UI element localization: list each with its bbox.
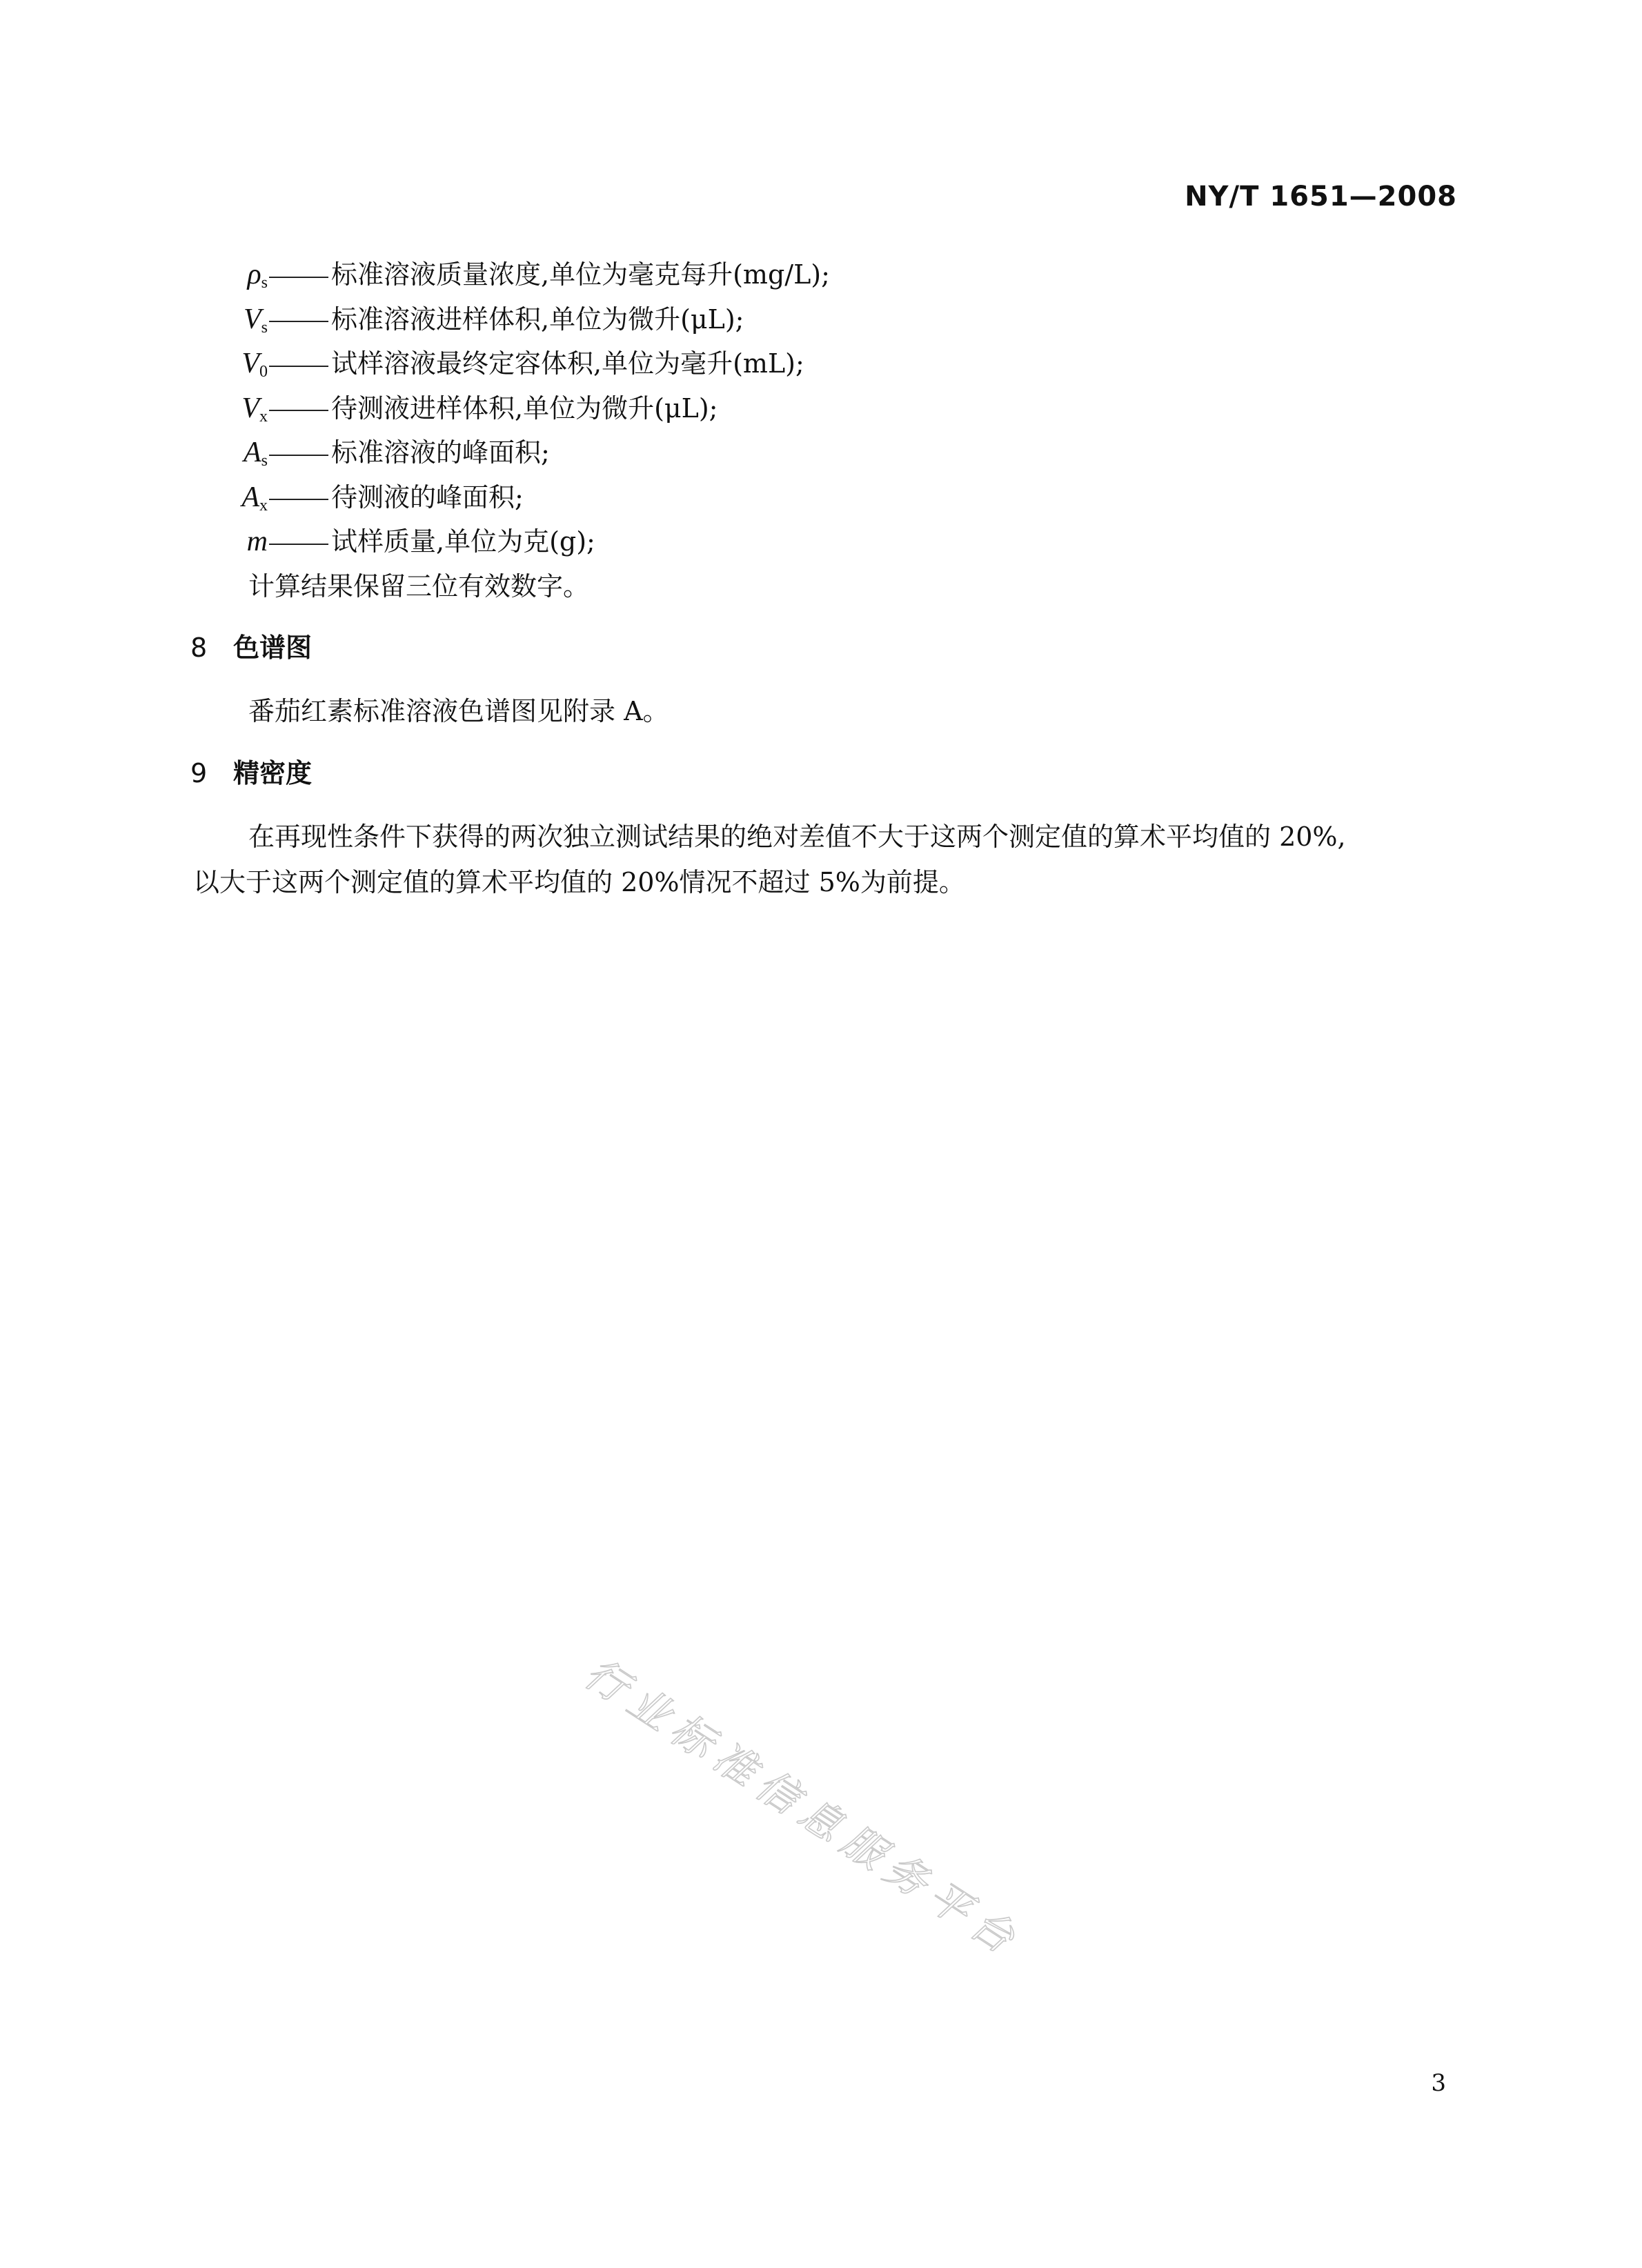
definition-v-s — [232, 297, 830, 342]
em-dash — [269, 499, 328, 500]
definition-text: 标准溶液质量浓度,单位为毫克每升(mg/L); — [331, 259, 830, 290]
symbol: $V_0$ — [241, 348, 268, 381]
definition-text: 待测液进样体积,单位为微升(μL); — [331, 392, 718, 424]
em-dash — [269, 544, 328, 545]
definition-a-x — [232, 475, 830, 520]
em-dash — [269, 277, 328, 278]
section-8-text: 番茄红素标准溶液色谱图见附录 A。 — [248, 696, 669, 726]
symbol: $A_s$ — [244, 437, 268, 470]
definition-text: 标准溶液进样体积,单位为微升(μL); — [331, 304, 744, 335]
section-title: 精密度 — [233, 758, 313, 788]
definition-text: 试样溶液最终定容体积,单位为毫升(mL); — [331, 348, 804, 379]
em-dash — [269, 455, 328, 456]
definition-text: 待测液的峰面积; — [331, 481, 524, 513]
definition-a-s — [232, 430, 830, 475]
definition-rho-s — [232, 252, 830, 297]
definition-m — [232, 519, 830, 564]
section-9-heading — [190, 752, 312, 790]
definition-text: 试样质量,单位为克(g); — [331, 526, 595, 557]
section-number: 8 — [190, 633, 208, 663]
em-dash — [269, 366, 328, 367]
symbol: $\rho_s$ — [247, 259, 268, 292]
section-9-line-2: 以大于这两个测定值的算术平均值的 20%情况不超过 5%为前提。 — [193, 867, 965, 897]
watermark: 行业标准信息服务平台 — [575, 1649, 1031, 1968]
em-dash — [269, 321, 328, 322]
page-number: 3 — [1431, 2069, 1446, 2097]
em-dash — [269, 410, 328, 411]
section-8-heading — [190, 626, 312, 664]
definition-v-x — [232, 386, 830, 431]
symbol-definitions — [232, 252, 830, 608]
section-title: 色谱图 — [233, 633, 313, 663]
section-9-line-1: 在再现性条件下获得的两次独立测试结果的绝对差值不大于这两个测定值的算术平均值的 20%, — [248, 822, 1346, 852]
symbol: m — [246, 526, 268, 557]
definition-v-0 — [232, 341, 830, 386]
result-note: 计算结果保留三位有效数字。 — [248, 570, 590, 601]
symbol: $A_x$ — [241, 481, 268, 515]
definition-text: 标准溶液的峰面积; — [331, 437, 550, 468]
symbol: $V_s$ — [244, 303, 268, 337]
symbol: $V_x$ — [241, 392, 268, 426]
section-number: 9 — [190, 758, 208, 788]
standard-code: NY/T 1651—2008 — [1185, 181, 1457, 212]
